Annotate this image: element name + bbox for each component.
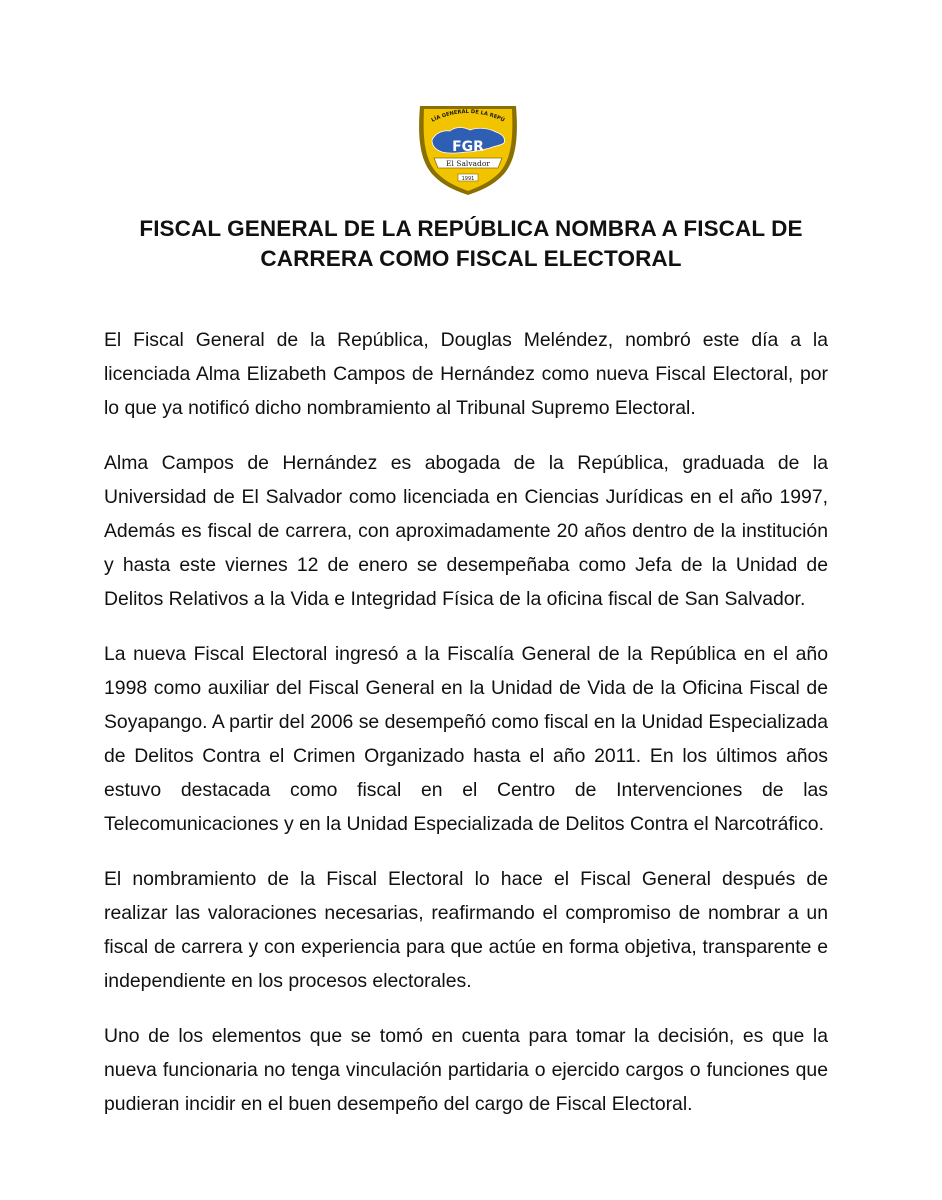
paragraph: El Fiscal General de la República, Douglas Meléndez, nombró este día a la licenciada Alma Elizabeth Campos de Hernández como nueva Fiscal Electoral, por lo que ya notificó dicho nombramiento al Tribunal Supremo Electoral. (104, 329, 828, 419)
paragraph: La nueva Fiscal Electoral ingresó a la Fiscalía General de la República en el año 1998 como auxiliar del Fiscal General en la Unidad de Vida de la Oficina Fiscal de Soyapango. A partir del 2006 se desempeñó como fiscal en la Unidad Especializada de Delitos Contra el Crimen Organizado hasta el año 2011. En los últimos años estuvo destacada como fiscal en el Centro de Intervenciones de las Telecomunicaciones y en la Unidad Especializada de Delitos Contra el Narcotráfico. (104, 643, 828, 835)
paragraph: El nombramiento de la Fiscal Electoral lo hace el Fiscal General después de realizar las valoraciones necesarias, reafirmando el compromiso de nombrar a un fiscal de carrera y con experiencia para que actúe en forma objetiva, transparente e independiente en los procesos electorales. (104, 868, 828, 992)
document-body (104, 323, 828, 1142)
seal-country: El Salvador (446, 159, 490, 168)
paragraph: Alma Campos de Hernández es abogada de la República, graduada de la Universidad de El Salvador como licenciada en Ciencias Jurídicas en el año 1997, Además es fiscal de carrera, con aproximadamente 20 años dentro de la institución y hasta este viernes 12 de enero se desempeñaba como Jefa de la Unidad de Delitos Relativos a la Vida e Integridad Física de la oficina fiscal de San Salvador. (104, 452, 828, 610)
fgr-shield-icon (412, 100, 524, 196)
fgr-seal-logo (412, 100, 524, 196)
seal-year: 1991 (461, 175, 475, 182)
seal-acronym: FGR (452, 139, 484, 155)
paragraph: Uno de los elementos que se tomó en cuenta para tomar la decisión, es que la nueva funcionaria no tenga vinculación partidaria o ejercido cargos o funciones que pudieran incidir en el buen desempeño del cargo de Fiscal Electoral. (104, 1025, 828, 1115)
document-title: FISCAL GENERAL DE LA REPÚBLICA NOMBRA A FISCAL DE CARRERA COMO FISCAL ELECTORAL (139, 216, 803, 271)
seal-arc-text: LÍA GENERAL DE LA REPÚ (430, 108, 506, 124)
